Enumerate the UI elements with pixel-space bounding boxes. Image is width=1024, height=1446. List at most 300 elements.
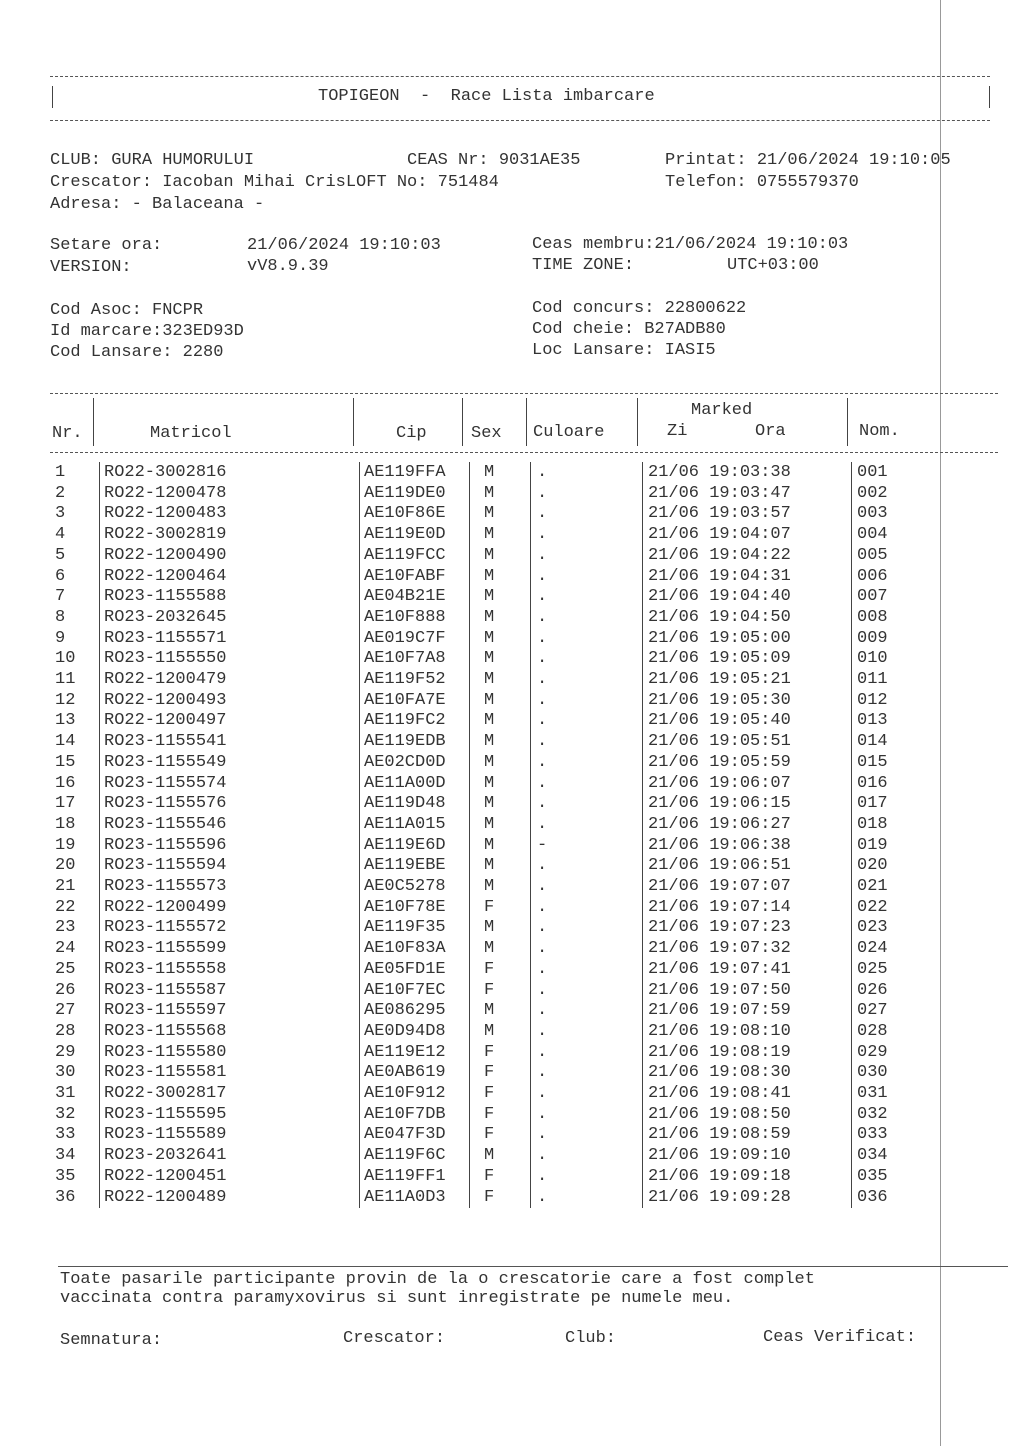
row-nr: 1 (55, 463, 66, 482)
table-row (0, 567, 1024, 587)
row-cip: AE119E0D (364, 525, 446, 545)
row-marked: 21/06 19:08:41 (648, 1084, 791, 1103)
row-matricol: RO23-1155568 (104, 1021, 227, 1041)
row-cip: AE0C5278 (364, 877, 446, 896)
row-marked: 21/06 19:03:57 (648, 504, 791, 524)
row-cip: AE10FABF (364, 566, 446, 586)
table-row (0, 670, 1024, 690)
table-row (0, 504, 1024, 524)
row-marked: 21/06 19:07:32 (648, 939, 791, 959)
row-nr: 14 (55, 732, 76, 752)
col-divider (847, 398, 848, 446)
row-matricol: RO22-1200497 (104, 711, 227, 731)
row-nom: 006 (857, 566, 888, 586)
version-label: VERSION: (50, 258, 132, 277)
row-marked: 21/06 19:06:07 (648, 773, 791, 793)
table-row (0, 711, 1024, 731)
row-nr: 8 (55, 607, 66, 627)
row-nom: 002 (857, 483, 888, 503)
timezone-label: TIME ZONE: (532, 256, 635, 275)
table-row (0, 525, 1024, 545)
row-matricol: RO23-1155581 (104, 1063, 227, 1083)
row-matricol: RO22-1200490 (104, 545, 227, 565)
row-marked: 21/06 19:05:09 (648, 649, 791, 669)
table-row (0, 856, 1024, 876)
row-marked: 21/06 19:08:30 (648, 1063, 791, 1083)
statement-line-1: Toate pasarile participante provin de la o crescatorie care a fost complet (60, 1270, 815, 1289)
row-sex: F (484, 1125, 495, 1145)
row-sex: F (484, 897, 495, 917)
row-nom: 001 (857, 463, 888, 482)
row-marked: 21/06 19:04:31 (648, 566, 791, 586)
row-culoare: . (537, 897, 548, 917)
row-culoare: . (537, 1146, 548, 1166)
row-culoare: . (537, 711, 548, 731)
row-matricol: RO23-1155595 (104, 1104, 227, 1124)
row-nr: 25 (55, 959, 76, 979)
row-marked: 21/06 19:04:50 (648, 607, 791, 627)
row-nom: 026 (857, 980, 888, 1000)
table-top-rule (50, 393, 998, 394)
table-row (0, 939, 1024, 959)
table-row (0, 960, 1024, 980)
row-nom: 015 (857, 752, 888, 772)
table-row (0, 774, 1024, 794)
row-matricol: RO23-1155599 (104, 939, 227, 959)
row-sex: M (484, 794, 495, 814)
id-marcare: Id marcare:323ED93D (50, 322, 244, 341)
row-matricol: RO22-3002817 (104, 1084, 227, 1103)
row-marked: 21/06 19:06:15 (648, 794, 791, 814)
row-marked: 21/06 19:09:28 (648, 1187, 791, 1207)
row-sex: F (484, 980, 495, 1000)
title-box-bottom (50, 120, 990, 121)
row-nr: 2 (55, 483, 66, 503)
row-culoare: . (537, 587, 548, 607)
ceas-membru: Ceas membru:21/06/2024 19:10:03 (532, 235, 849, 254)
row-matricol: RO22-1200493 (104, 690, 227, 710)
row-matricol: RO23-2032645 (104, 607, 227, 627)
row-culoare: . (537, 980, 548, 1000)
row-matricol: RO23-1155546 (104, 814, 227, 834)
row-matricol: RO22-3002816 (104, 463, 227, 482)
row-culoare: . (537, 1042, 548, 1062)
row-nr: 15 (55, 752, 76, 772)
row-nr: 22 (55, 897, 76, 917)
row-cip: AE11A0D3 (364, 1187, 446, 1207)
row-nom: 028 (857, 1021, 888, 1041)
row-culoare: . (537, 463, 548, 482)
row-nr: 35 (55, 1166, 76, 1186)
row-sex: M (484, 732, 495, 752)
row-marked: 21/06 19:05:00 (648, 628, 791, 648)
row-sex: F (484, 1104, 495, 1124)
row-culoare: . (537, 483, 548, 503)
row-cip: AE02CD0D (364, 752, 446, 772)
cod-lansare: Cod Lansare: 2280 (50, 343, 224, 362)
row-culoare: . (537, 877, 548, 896)
row-marked: 21/06 19:07:23 (648, 918, 791, 938)
row-culoare: . (537, 1166, 548, 1186)
setare-value: 21/06/2024 19:10:03 (247, 236, 441, 255)
row-marked: 21/06 19:09:18 (648, 1166, 791, 1186)
row-culoare: . (537, 814, 548, 834)
header-cip: Cip (396, 424, 427, 443)
row-sex: M (484, 566, 495, 586)
row-matricol: RO23-1155571 (104, 628, 227, 648)
row-sex: M (484, 1001, 495, 1021)
row-nom: 010 (857, 649, 888, 669)
row-culoare: . (537, 504, 548, 524)
row-sex: M (484, 545, 495, 565)
row-cip: AE10FA7E (364, 690, 446, 710)
row-sex: M (484, 670, 495, 689)
row-culoare: . (537, 1021, 548, 1041)
table-row (0, 484, 1024, 504)
row-culoare: . (537, 732, 548, 752)
row-nr: 7 (55, 587, 66, 607)
row-nr: 28 (55, 1021, 76, 1041)
row-marked: 21/06 19:07:14 (648, 897, 791, 917)
row-culoare: . (537, 670, 548, 689)
row-nom: 024 (857, 939, 888, 959)
row-matricol: RO23-1155596 (104, 835, 227, 855)
title-box-left (52, 86, 53, 108)
row-cip: AE119EBE (364, 856, 446, 876)
row-nr: 27 (55, 1001, 76, 1021)
row-cip: AE10F7DB (364, 1104, 446, 1124)
title-box-right (989, 86, 990, 108)
row-culoare: . (537, 939, 548, 959)
row-marked: 21/06 19:05:51 (648, 732, 791, 752)
row-culoare: . (537, 794, 548, 814)
row-marked: 21/06 19:04:22 (648, 545, 791, 565)
row-nom: 004 (857, 525, 888, 545)
table-row (0, 1022, 1024, 1042)
table-row (0, 629, 1024, 649)
ceas-nr: CEAS Nr: 9031AE35 (407, 151, 581, 170)
row-matricol: RO23-1155594 (104, 856, 227, 876)
row-cip: AE11A00D (364, 773, 446, 793)
row-matricol: RO22-1200479 (104, 670, 227, 689)
cod-concurs: Cod concurs: 22800622 (532, 299, 747, 318)
row-nr: 11 (55, 670, 76, 689)
row-nom: 023 (857, 918, 888, 938)
header-zi: Zi (667, 422, 688, 441)
row-sex: F (484, 1166, 495, 1186)
table-row (0, 981, 1024, 1001)
row-culoare: - (537, 835, 548, 855)
footer-rule (58, 1266, 1008, 1267)
row-cip: AE047F3D (364, 1125, 446, 1145)
row-matricol: RO23-1155574 (104, 773, 227, 793)
club: CLUB: GURA HUMORULUI (50, 151, 255, 170)
header-nr: Nr. (52, 424, 83, 443)
row-nr: 31 (55, 1084, 76, 1103)
table-row (0, 1146, 1024, 1166)
row-marked: 21/06 19:03:38 (648, 463, 791, 482)
title-box-top (50, 76, 990, 77)
table-row (0, 1063, 1024, 1083)
col-divider (353, 398, 354, 446)
row-cip: AE10F7A8 (364, 649, 446, 669)
row-nr: 19 (55, 835, 76, 855)
row-cip: AE119F35 (364, 918, 446, 938)
row-cip: AE0AB619 (364, 1063, 446, 1083)
telefon: Telefon: 0755579370 (665, 173, 859, 192)
row-cip: AE04B21E (364, 587, 446, 607)
row-sex: M (484, 856, 495, 876)
table-row (0, 1105, 1024, 1125)
table-row (0, 732, 1024, 752)
row-marked: 21/06 19:09:10 (648, 1146, 791, 1166)
adresa: Adresa: - Balaceana - (50, 195, 265, 214)
table-row (0, 877, 1024, 897)
table-row (0, 1167, 1024, 1187)
row-cip: AE119E12 (364, 1042, 446, 1062)
row-cip: AE119DE0 (364, 483, 446, 503)
row-nr: 9 (55, 628, 66, 648)
row-culoare: . (537, 1063, 548, 1083)
row-nr: 20 (55, 856, 76, 876)
row-sex: M (484, 752, 495, 772)
row-culoare: . (537, 545, 548, 565)
setare-label: Setare ora: (50, 236, 163, 255)
row-marked: 21/06 19:04:40 (648, 587, 791, 607)
row-sex: F (484, 1187, 495, 1207)
row-nr: 12 (55, 690, 76, 710)
row-nom: 034 (857, 1146, 888, 1166)
row-marked: 21/06 19:03:47 (648, 483, 791, 503)
row-matricol: RO22-1200478 (104, 483, 227, 503)
table-row (0, 1125, 1024, 1145)
row-matricol: RO23-1155587 (104, 980, 227, 1000)
row-cip: AE119FCC (364, 545, 446, 565)
row-nom: 014 (857, 732, 888, 752)
row-nr: 16 (55, 773, 76, 793)
ceas-verificat-label: Ceas Verificat: (763, 1328, 917, 1347)
row-sex: F (484, 1063, 495, 1083)
row-cip: AE119EDB (364, 732, 446, 752)
row-nom: 021 (857, 877, 888, 896)
row-marked: 21/06 19:07:59 (648, 1001, 791, 1021)
row-matricol: RO22-1200464 (104, 566, 227, 586)
printat: Printat: 21/06/2024 19:10:05 (665, 151, 951, 170)
header-ora: Ora (755, 422, 786, 441)
table-row (0, 753, 1024, 773)
row-culoare: . (537, 959, 548, 979)
row-matricol: RO22-1200451 (104, 1166, 227, 1186)
row-nr: 6 (55, 566, 66, 586)
row-sex: M (484, 607, 495, 627)
row-nom: 020 (857, 856, 888, 876)
row-nr: 34 (55, 1146, 76, 1166)
row-nr: 24 (55, 939, 76, 959)
row-marked: 21/06 19:06:27 (648, 814, 791, 834)
row-nr: 18 (55, 814, 76, 834)
row-nom: 005 (857, 545, 888, 565)
row-sex: M (484, 628, 495, 648)
row-nr: 26 (55, 980, 76, 1000)
page-title: TOPIGEON - Race Lista imbarcare (318, 87, 655, 106)
row-nom: 016 (857, 773, 888, 793)
timezone-value: UTC+03:00 (727, 256, 819, 275)
table-row (0, 649, 1024, 669)
row-nom: 003 (857, 504, 888, 524)
row-nr: 10 (55, 649, 76, 669)
row-nom: 019 (857, 835, 888, 855)
row-marked: 21/06 19:05:59 (648, 752, 791, 772)
row-nom: 033 (857, 1125, 888, 1145)
row-sex: M (484, 504, 495, 524)
row-nr: 36 (55, 1187, 76, 1207)
row-nr: 23 (55, 918, 76, 938)
row-culoare: . (537, 1084, 548, 1103)
row-cip: AE119FC2 (364, 711, 446, 731)
row-sex: F (484, 1042, 495, 1062)
row-cip: AE019C7F (364, 628, 446, 648)
row-culoare: . (537, 773, 548, 793)
table-row (0, 794, 1024, 814)
row-marked: 21/06 19:05:30 (648, 690, 791, 710)
row-cip: AE086295 (364, 1001, 446, 1021)
row-matricol: RO22-3002819 (104, 525, 227, 545)
row-nom: 013 (857, 711, 888, 731)
row-sex: M (484, 814, 495, 834)
row-matricol: RO22-1200489 (104, 1187, 227, 1207)
row-cip: AE10F912 (364, 1084, 446, 1103)
row-marked: 21/06 19:08:19 (648, 1042, 791, 1062)
row-cip: AE11A015 (364, 814, 446, 834)
row-cip: AE10F7EC (364, 980, 446, 1000)
row-marked: 21/06 19:07:07 (648, 877, 791, 896)
cod-cheie: Cod cheie: B27ADB80 (532, 320, 726, 339)
row-matricol: RO23-1155597 (104, 1001, 227, 1021)
statement-line-2: vaccinata contra paramyxovirus si sunt inregistrate pe numele meu. (60, 1289, 734, 1308)
table-row (0, 587, 1024, 607)
row-nom: 017 (857, 794, 888, 814)
row-nom: 008 (857, 607, 888, 627)
row-marked: 21/06 19:08:10 (648, 1021, 791, 1041)
version-value: vV8.9.39 (247, 257, 329, 276)
row-sex: M (484, 1021, 495, 1041)
row-marked: 21/06 19:07:50 (648, 980, 791, 1000)
row-nr: 33 (55, 1125, 76, 1145)
table-row (0, 898, 1024, 918)
row-culoare: . (537, 628, 548, 648)
row-cip: AE119D48 (364, 794, 446, 814)
row-matricol: RO23-1155572 (104, 918, 227, 938)
row-matricol: RO23-1155580 (104, 1042, 227, 1062)
row-sex: M (484, 939, 495, 959)
row-cip: AE05FD1E (364, 959, 446, 979)
row-culoare: . (537, 690, 548, 710)
row-cip: AE119F52 (364, 670, 446, 689)
row-nr: 17 (55, 794, 76, 814)
row-nom: 032 (857, 1104, 888, 1124)
row-nr: 21 (55, 877, 76, 896)
row-nom: 027 (857, 1001, 888, 1021)
row-nom: 012 (857, 690, 888, 710)
row-culoare: . (537, 856, 548, 876)
loc-lansare: Loc Lansare: IASI5 (532, 341, 716, 360)
row-matricol: RO23-1155576 (104, 794, 227, 814)
row-sex: F (484, 1084, 495, 1103)
row-nr: 30 (55, 1063, 76, 1083)
row-nr: 32 (55, 1104, 76, 1124)
row-culoare: . (537, 1001, 548, 1021)
table-header-rule (50, 452, 998, 453)
row-sex: M (484, 1146, 495, 1166)
row-culoare: . (537, 525, 548, 545)
row-marked: 21/06 19:07:41 (648, 959, 791, 979)
row-matricol: RO23-1155549 (104, 752, 227, 772)
row-culoare: . (537, 649, 548, 669)
row-nom: 022 (857, 897, 888, 917)
header-culoare: Culoare (533, 423, 605, 442)
row-marked: 21/06 19:05:21 (648, 670, 791, 689)
row-marked: 21/06 19:05:40 (648, 711, 791, 731)
row-cip: AE10F78E (364, 897, 446, 917)
signature-label: Semnatura: (60, 1331, 163, 1350)
row-matricol: RO22-1200499 (104, 897, 227, 917)
row-marked: 21/06 19:08:59 (648, 1125, 791, 1145)
header-sex: Sex (471, 424, 502, 443)
row-culoare: . (537, 566, 548, 586)
row-marked: 21/06 19:04:07 (648, 525, 791, 545)
row-sex: M (484, 649, 495, 669)
row-marked: 21/06 19:06:38 (648, 835, 791, 855)
row-cip: AE10F83A (364, 939, 446, 959)
row-sex: M (484, 690, 495, 710)
row-nr: 4 (55, 525, 66, 545)
header-nom: Nom. (859, 422, 900, 441)
table-row (0, 836, 1024, 856)
table-row (0, 918, 1024, 938)
table-row (0, 1188, 1024, 1208)
row-cip: AE119FFA (364, 463, 446, 482)
table-row (0, 1084, 1024, 1104)
row-culoare: . (537, 607, 548, 627)
row-sex: M (484, 773, 495, 793)
row-cip: AE119FF1 (364, 1166, 446, 1186)
crescator: Crescator: Iacoban Mihai CrisLOFT No: 751484 (50, 173, 499, 192)
row-nr: 3 (55, 504, 66, 524)
row-culoare: . (537, 918, 548, 938)
cod-asoc: Cod Asoc: FNCPR (50, 301, 204, 320)
col-divider (462, 398, 463, 446)
header-matricol: Matricol (150, 424, 232, 443)
row-sex: M (484, 483, 495, 503)
row-culoare: . (537, 1125, 548, 1145)
row-nr: 13 (55, 711, 76, 731)
table-row (0, 546, 1024, 566)
row-matricol: RO23-1155558 (104, 959, 227, 979)
row-sex: M (484, 463, 495, 482)
row-cip: AE10F888 (364, 607, 446, 627)
row-nom: 029 (857, 1042, 888, 1062)
row-nom: 011 (857, 670, 888, 689)
row-nom: 025 (857, 959, 888, 979)
row-cip: AE0D94D8 (364, 1021, 446, 1041)
row-nr: 29 (55, 1042, 76, 1062)
row-matricol: RO23-1155573 (104, 877, 227, 896)
crescator-signature-label: Crescator: (343, 1329, 446, 1348)
row-matricol: RO23-1155589 (104, 1125, 227, 1145)
row-cip: AE10F86E (364, 504, 446, 524)
row-sex: M (484, 587, 495, 607)
row-matricol: RO23-1155541 (104, 732, 227, 752)
